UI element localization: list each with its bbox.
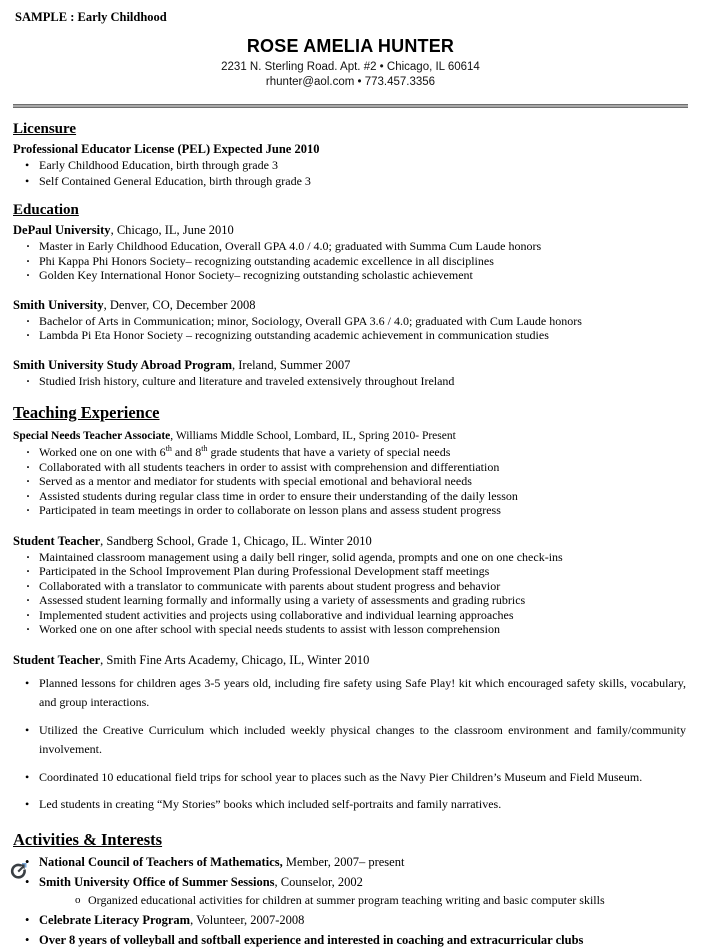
section-teaching-experience (13, 403, 688, 815)
bullet-item: • Planned lessons for children ages 3-5 years old, including fire safety using Safe Play! kit which encouraged safety skills, vocabulary, and group interactions. (13, 674, 688, 713)
school-detail: , Chicago, IL, June 2010 (110, 223, 234, 237)
school-bullets (13, 374, 688, 389)
school-name: DePaul University (13, 223, 111, 237)
header-divider (13, 104, 688, 108)
school-name: Smith University (13, 297, 104, 312)
education-entry (13, 297, 688, 343)
section-education (13, 202, 688, 388)
bullet-item: · Bachelor of Arts in Communication; minor, Sociology, Overall GPA 3.6 / 4.0; graduated with Cum Laude honors (13, 314, 688, 329)
activity-item: • National Council of Teachers of Mathematics, Member, 2007– present (13, 855, 688, 870)
section-heading-teaching-experience: Teaching Experience (13, 403, 160, 422)
section-heading-education: Education (13, 202, 79, 218)
activity-item: • Smith University Office of Summer Sessions, Counselor, 2002 o Organized educational activities for children at summer program teaching writing and basic computer skills (13, 875, 688, 908)
section-activities-interests (13, 830, 688, 948)
bullet-item: · Served as a mentor and mediator for students with special emotional and behavioral needs (13, 474, 688, 489)
bullet-item: • Coordinated 10 educational field trips for school year to places such as the Navy Pier Children’s Museum and Field Museum. (13, 768, 688, 788)
job-detail: , Williams Middle School, Lombard, IL, Spring 2010- Present (170, 430, 456, 442)
job-bullets (13, 674, 688, 815)
bullet-item: · Assisted students during regular class time in order to ensure their understanding of the daily lesson (13, 489, 688, 504)
education-entry (13, 357, 688, 389)
bullet-item: · Worked one on one with 6th and 8th grade students that have a variety of special needs (13, 445, 688, 460)
job-title: Student Teacher (13, 652, 101, 667)
job-entry (13, 533, 688, 637)
job-bullets (13, 550, 688, 637)
bullet-item: • Self Contained General Education, birth through grade 3 (13, 174, 688, 190)
job-title: Student Teacher (13, 533, 101, 548)
job-entry (13, 428, 688, 518)
candidate-contact: rhunter@aol.com • 773.457.3356 (265, 76, 436, 88)
bullet-item: · Lambda Pi Eta Honor Society – recognizing outstanding academic achievement in communication studies (13, 328, 688, 343)
activities-list (13, 855, 688, 948)
activity-item: • Over 8 years of volleyball and softball experience and interested in coaching and extracurricular clubs (13, 933, 688, 948)
school-line (13, 222, 688, 238)
license-title: Professional Educator License (PEL) Expected June 2010 (13, 142, 320, 156)
school-detail: , Denver, CO, December 2008 (103, 297, 256, 312)
education-entry (13, 222, 688, 283)
candidate-name: ROSE AMELIA HUNTER (246, 36, 455, 56)
school-line (13, 297, 688, 313)
external-link-circle-icon[interactable] (10, 862, 28, 880)
bullet-item: · Collaborated with a translator to communicate with parents about student progress and behavior (13, 579, 688, 594)
job-title: Special Needs Teacher Associate (13, 430, 171, 442)
bullet-item: · Phi Kappa Phi Honors Society– recognizing outstanding academic excellence in all disciplines (13, 254, 688, 269)
bullet-item: · Participated in the School Improvement Plan during Professional Development staff meetings (13, 564, 688, 579)
licensure-list (13, 158, 688, 189)
job-detail: , Sandberg School, Grade 1, Chicago, IL. Winter 2010 (100, 533, 372, 548)
job-line (13, 428, 688, 444)
job-detail: , Smith Fine Arts Academy, Chicago, IL, Winter 2010 (100, 652, 370, 667)
section-heading-activities-interests: Activities & Interests (13, 829, 163, 849)
job-line (13, 652, 688, 668)
bullet-item: • Utilized the Creative Curriculum which included weekly physical changes to the classroom environment and family/community involvement. (13, 721, 688, 760)
bullet-item: · Assessed student learning formally and informally using a variety of assessments and grading rubrics (13, 593, 688, 608)
bullet-item: · Maintained classroom management using a daily bell ringer, solid agenda, prompts and one on one check-ins (13, 550, 688, 565)
bullet-item: · Implemented student activities and projects using collaborative and individual learning approaches (13, 608, 688, 623)
job-bullets (13, 445, 688, 518)
bullet-item: · Worked one on one after school with special needs students to assist with lesson comprehension (13, 622, 688, 637)
job-line (13, 533, 688, 549)
school-bullets (13, 314, 688, 343)
school-name: Smith University Study Abroad Program (13, 357, 233, 372)
school-line (13, 357, 688, 373)
school-bullets (13, 239, 688, 283)
job-entry (13, 652, 688, 815)
school-detail: , Ireland, Summer 2007 (232, 357, 351, 372)
bullet-item: · Studied Irish history, culture and literature and traveled extensively throughout Ireland (13, 374, 688, 389)
sample-label: SAMPLE : Early Childhood (15, 10, 167, 24)
activity-item: • Celebrate Literacy Program, Volunteer, 2007-2008 (13, 913, 688, 928)
bullet-item: • Led students in creating “My Stories” books which included self-portraits and family narratives. (13, 795, 688, 815)
section-heading-licensure: Licensure (13, 121, 77, 137)
bullet-item: • Early Childhood Education, birth through grade 3 (13, 158, 688, 174)
bullet-item: · Participated in team meetings in order to collaborate on lesson plans and assess student progress (13, 503, 688, 518)
bullet-item: · Collaborated with all students teachers in order to assist with comprehension and differentiation (13, 460, 688, 475)
bullet-item: · Golden Key International Honor Society– recognizing outstanding scholastic achievement (13, 268, 688, 283)
candidate-address: 2231 N. Sterling Road. Apt. #2 • Chicago, IL 60614 (221, 61, 480, 73)
sub-bullet-item: o Organized educational activities for children at summer program teaching writing and basic computer skills (39, 893, 688, 908)
bullet-item: · Master in Early Childhood Education, Overall GPA 4.0 / 4.0; graduated with Summa Cum Laude honors (13, 239, 688, 254)
section-licensure (13, 121, 688, 189)
resume-header (13, 36, 688, 90)
